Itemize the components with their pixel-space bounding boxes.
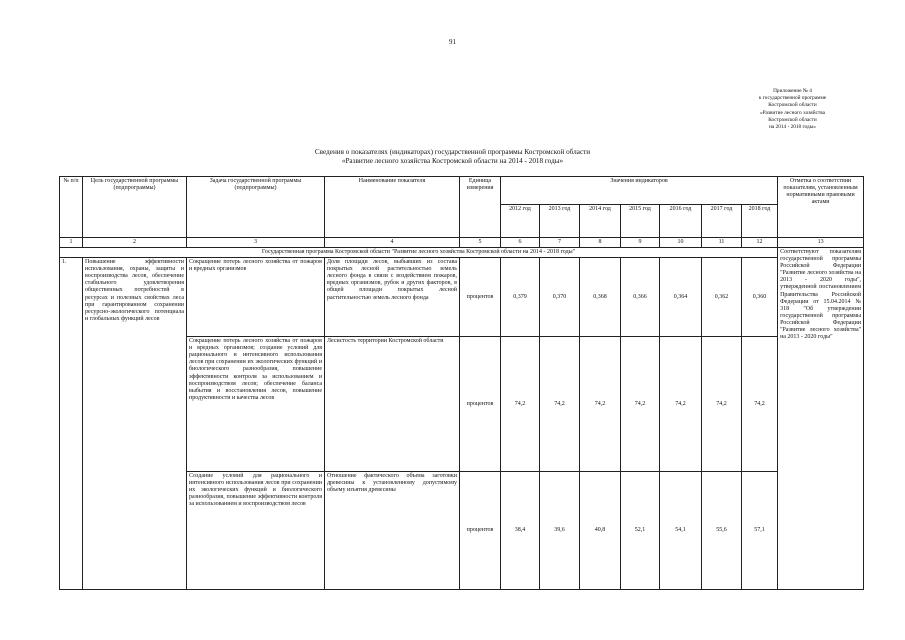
task-cell: Создание условий для рационального и интенсивного использования лесов при сохранении их экологических функций и биологического разнообразия, повышение эффективности контроля за использованием и воспроизводством лесов: [187, 472, 325, 590]
header-compliance: Отметка о соответствии показателям, установленным нормативными правовыми актами: [778, 177, 864, 238]
value-cell: 54,1: [660, 472, 702, 590]
header-year: 2016 год: [660, 205, 702, 238]
header-year: 2014 год: [580, 205, 621, 238]
column-number: 7: [540, 238, 580, 248]
appendix-note: [690, 88, 895, 131]
header-year: 2013 год: [540, 205, 580, 238]
header-year: 2017 год: [702, 205, 742, 238]
appendix-line: на 2014 - 2018 годы»: [769, 124, 816, 131]
value-cell: 0,370: [540, 258, 580, 337]
value-cell: 57,1: [742, 472, 778, 590]
value-cell: 0,360: [742, 258, 778, 337]
task-cell: Сокращение потерь лесного хозяйства от пожаров и вредных организмов; создание условий для рационального и интенсивного использования лесов при сохранении их экологических функций и биологического разнообразия, повышение эффективности контроля за использованием и воспроизводством лесов; обеспечение баланса выбытия и восстановления лесов, повышение продуктивности и качества лесов: [187, 337, 325, 472]
indicators-table: [59, 176, 864, 590]
value-cell: 74,2: [621, 337, 660, 472]
page-number: 91: [449, 38, 456, 46]
value-cell: 74,2: [580, 337, 621, 472]
header-values-group: Значения индикаторов: [501, 177, 778, 205]
header-num: № п/п: [60, 177, 83, 238]
compliance-note: Соответствуют показателям государственной программы Российской Федерации "Развитие лесного хозяйства на 2013 - 2020 годы", утвержденной постановлением Правительства Российской Федерации от 15.04.2014 № 318 "Об утверждении государственной программы Российской Федерации "Развитие лесного хозяйства" на 2013 - 2020 годы": [778, 248, 864, 590]
value-cell: 74,2: [742, 337, 778, 472]
column-number: 8: [580, 238, 621, 248]
value-cell: 39,6: [540, 472, 580, 590]
appendix-line: Костромской области: [768, 116, 817, 123]
value-cell: 0,364: [660, 258, 702, 337]
value-cell: 74,2: [660, 337, 702, 472]
header-year: 2012 год: [501, 205, 540, 238]
title-line: Сведения о показателях (индикаторах) государственной программы Костромской области: [314, 148, 591, 156]
value-cell: 0,368: [580, 258, 621, 337]
value-cell: 0,379: [501, 258, 540, 337]
title-line: «Развитие лесного хозяйства Костромской области на 2014 - 2018 годы»: [341, 157, 564, 165]
unit-cell: процентов: [460, 337, 501, 472]
indicator-cell: Лесистость территории Костромской области: [325, 337, 460, 472]
header-year: 2015 год: [621, 205, 660, 238]
header-unit: Единица измерения: [460, 177, 501, 238]
header-year: 2018 год: [742, 205, 778, 238]
indicator-cell: Отношение фактического объема заготовки древесины к установленному допустимому объему изъятия древесины: [325, 472, 460, 590]
column-number: 6: [501, 238, 540, 248]
column-number: 12: [742, 238, 778, 248]
column-number: 11: [702, 238, 742, 248]
appendix-line: к государственной программе: [758, 95, 827, 102]
appendix-line: Приложение № 4: [773, 88, 812, 94]
column-number: 2: [83, 238, 187, 248]
value-cell: 0,362: [702, 258, 742, 337]
value-cell: 40,8: [580, 472, 621, 590]
column-number: 4: [325, 238, 460, 248]
unit-cell: процентов: [460, 258, 501, 337]
value-cell: 52,1: [621, 472, 660, 590]
value-cell: 55,6: [702, 472, 742, 590]
column-number: 3: [187, 238, 325, 248]
column-number: 5: [460, 238, 501, 248]
value-cell: 38,4: [501, 472, 540, 590]
value-cell: 0,366: [621, 258, 660, 337]
task-cell: Сокращение потерь лесного хозяйства от пожаров и вредных организмов: [187, 258, 325, 337]
header-task: Задача государственной программы (подпрограммы): [187, 177, 325, 238]
column-number: 9: [621, 238, 660, 248]
value-cell: 74,2: [702, 337, 742, 472]
unit-cell: процентов: [460, 472, 501, 590]
column-number: 10: [660, 238, 702, 248]
header-goal: Цель государственной программы (подпрограммы): [83, 177, 187, 238]
goal-cell: Повышение эффективности использования, охраны, защиты и воспроизводства лесов, обеспечение стабильного удовлетворения общественных потребностей в ресурсах и полезных свойствах леса при гарантированном сохранении ресурсно-экологического потенциала и глобальных функций лесов: [83, 258, 187, 590]
column-number: 13: [778, 238, 864, 248]
table-row: [60, 258, 864, 337]
appendix-line: «Развитие лесного хозяйства: [759, 109, 826, 116]
row-number: 1.: [60, 258, 83, 590]
value-cell: 74,2: [501, 337, 540, 472]
document-title: [0, 148, 905, 166]
value-cell: 74,2: [540, 337, 580, 472]
column-number: 1: [60, 238, 83, 248]
appendix-line: Костромской области: [768, 102, 817, 109]
header-indicator: Наименование показателя: [325, 177, 460, 238]
program-row: Государственная программа Костромской области "Развитие лесного хозяйства Костромской области на 2014 - 2018 годы": [60, 248, 778, 258]
indicator-cell: Доля площади лесов, выбывших из состава покрытых лесной растительностью земель лесного фонда в связи с воздействием пожаров, вредных организмов, рубок и других факторов, в общей площади покрытых лесной растительностью земель лесного фонда: [325, 258, 460, 337]
